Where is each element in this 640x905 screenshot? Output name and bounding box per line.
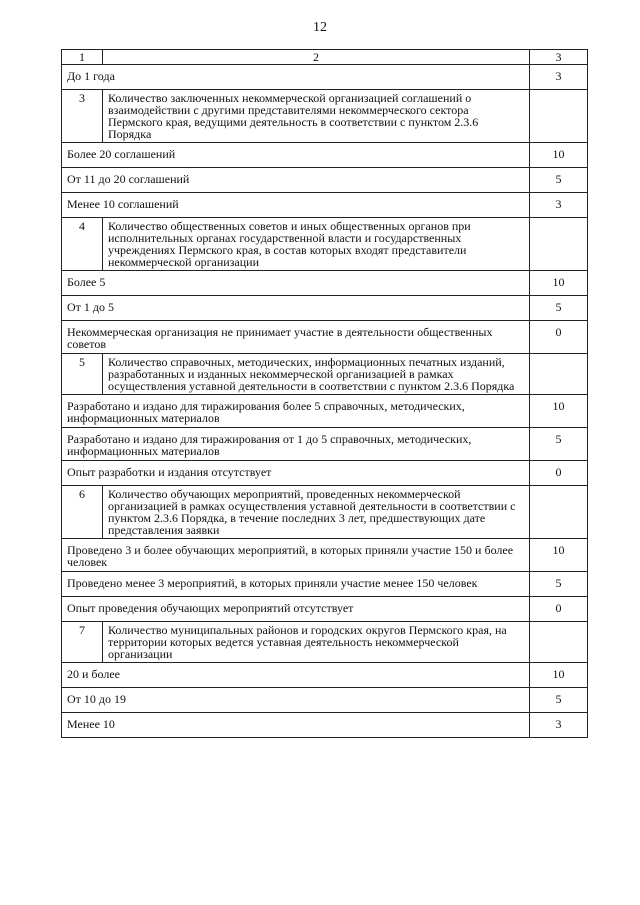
criterion-score-empty bbox=[530, 486, 588, 539]
option-row bbox=[62, 539, 588, 572]
option-score: 10 bbox=[530, 143, 588, 168]
option-text: От 11 до 20 соглашений bbox=[62, 168, 530, 193]
criterion-number: 6 bbox=[62, 486, 103, 539]
option-row bbox=[62, 461, 588, 486]
criterion-row bbox=[62, 218, 588, 271]
option-row bbox=[62, 143, 588, 168]
option-row bbox=[62, 713, 588, 738]
header-col-1: 1 bbox=[62, 50, 103, 65]
option-text: Проведено менее 3 мероприятий, в которых приняли участие менее 150 человек bbox=[62, 572, 530, 597]
option-score: 5 bbox=[530, 296, 588, 321]
criterion-row bbox=[62, 486, 588, 539]
option-row bbox=[62, 168, 588, 193]
option-row bbox=[62, 321, 588, 354]
option-score: 10 bbox=[530, 663, 588, 688]
criterion-score-empty bbox=[530, 90, 588, 143]
option-score: 5 bbox=[530, 572, 588, 597]
option-text: Некоммерческая организация не принимает участие в деятельности общественных советов bbox=[62, 321, 530, 354]
option-row bbox=[62, 65, 588, 90]
option-text: Опыт проведения обучающих мероприятий отсутствует bbox=[62, 597, 530, 622]
page-number: 12 bbox=[313, 20, 327, 35]
criterion-description: Количество справочных, методических, информационных печатных изданий, разработанных и изданных некоммерческой организацией в рамках осуществления уставной деятельности в соответствии с пунктом 2.3.6 Порядка bbox=[103, 354, 530, 395]
option-score: 5 bbox=[530, 428, 588, 461]
option-score: 3 bbox=[530, 65, 588, 90]
criterion-score-empty bbox=[530, 218, 588, 271]
option-score: 5 bbox=[530, 168, 588, 193]
criterion-score-empty bbox=[530, 354, 588, 395]
option-row bbox=[62, 688, 588, 713]
option-score: 0 bbox=[530, 461, 588, 486]
table-header-row bbox=[62, 50, 588, 65]
criterion-number: 4 bbox=[62, 218, 103, 271]
header-col-3: 3 bbox=[530, 50, 588, 65]
criterion-row bbox=[62, 90, 588, 143]
criterion-score-empty bbox=[530, 622, 588, 663]
option-row bbox=[62, 572, 588, 597]
option-text: От 1 до 5 bbox=[62, 296, 530, 321]
option-row bbox=[62, 597, 588, 622]
option-score: 3 bbox=[530, 713, 588, 738]
criteria-table bbox=[61, 49, 588, 738]
criterion-description: Количество обучающих мероприятий, проведенных некоммерческой организацией в рамках осуществления уставной деятельности в соответствии с пунктом 2.3.6 Порядка, в течение последних 3 лет, предшествующих дате представления заявки bbox=[103, 486, 530, 539]
option-text: 20 и более bbox=[62, 663, 530, 688]
option-text: От 10 до 19 bbox=[62, 688, 530, 713]
option-score: 10 bbox=[530, 271, 588, 296]
option-score: 10 bbox=[530, 539, 588, 572]
option-row bbox=[62, 271, 588, 296]
option-text: Менее 10 bbox=[62, 713, 530, 738]
option-row bbox=[62, 663, 588, 688]
option-text: Более 20 соглашений bbox=[62, 143, 530, 168]
option-text: Опыт разработки и издания отсутствует bbox=[62, 461, 530, 486]
option-text: До 1 года bbox=[62, 65, 530, 90]
option-text: Разработано и издано для тиражирования более 5 справочных, методических, информационных материалов bbox=[62, 395, 530, 428]
criterion-row bbox=[62, 354, 588, 395]
option-score: 0 bbox=[530, 597, 588, 622]
criterion-number: 3 bbox=[62, 90, 103, 143]
option-row bbox=[62, 193, 588, 218]
criterion-description: Количество заключенных некоммерческой организацией соглашений о взаимодействии с другими представителями некоммерческого сектора Пермского края, ведущими деятельность в соответствии с пунктом 2.3.6 Порядка bbox=[103, 90, 530, 143]
option-row bbox=[62, 428, 588, 461]
option-row bbox=[62, 296, 588, 321]
option-score: 0 bbox=[530, 321, 588, 354]
option-score: 5 bbox=[530, 688, 588, 713]
criterion-number: 7 bbox=[62, 622, 103, 663]
criterion-row bbox=[62, 622, 588, 663]
option-score: 10 bbox=[530, 395, 588, 428]
option-score: 3 bbox=[530, 193, 588, 218]
criterion-description: Количество общественных советов и иных общественных органов при исполнительных органах государственной власти и государственных учреждениях Пермского края, в состав которых входят представители некоммерческой организации bbox=[103, 218, 530, 271]
option-text: Более 5 bbox=[62, 271, 530, 296]
option-row bbox=[62, 395, 588, 428]
criterion-number: 5 bbox=[62, 354, 103, 395]
option-text: Разработано и издано для тиражирования от 1 до 5 справочных, методических, информационных материалов bbox=[62, 428, 530, 461]
option-text: Менее 10 соглашений bbox=[62, 193, 530, 218]
header-col-2: 2 bbox=[103, 50, 530, 65]
option-text: Проведено 3 и более обучающих мероприятий, в которых приняли участие 150 и более человек bbox=[62, 539, 530, 572]
criterion-description: Количество муниципальных районов и городских округов Пермского края, на территории которых ведется уставная деятельность некоммерческой организации bbox=[103, 622, 530, 663]
